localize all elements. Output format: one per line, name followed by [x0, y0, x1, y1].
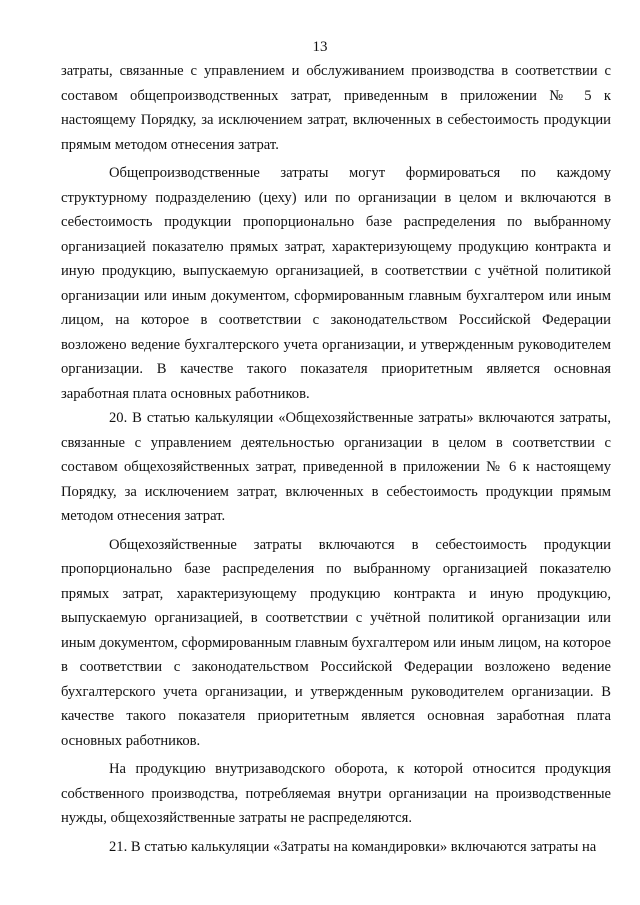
paragraph-item-21: 21. В статью калькуляции «Затраты на командировки» включаются затраты на	[109, 838, 597, 855]
paragraph-item-20: 20. В статью калькуляции «Общехозяйственные затраты» включаются затраты, связанные с управлением деятельностью организации в целом в соответствии с составом общехозяйственных затрат, приведенной в приложении № 6 к настоящему Порядку, за исключением затрат, включенных в себестоимость продукции прямым методом отнесения затрат.	[61, 410, 611, 524]
paragraph-general-costs: Общехозяйственные затраты включаются в себестоимость продукции пропорционально базе распределения по выбранному организацией показателю прямых затрат, характеризующему продукцию контракта и иную продукцию, выпускаемую организацией, в соответствии с учётной политикой организации или иным документом, сформированным главным бухгалтером или иным лицом, на которое в соответствии с законодательством Российской Федерации возложено ведение бухгалтерского учета организации, и утвержденным руководителем организации. В качестве такого показателя приоритетным является основная заработная плата основных работников.	[61, 536, 611, 749]
paragraph-overhead-costs: Общепроизводственные затраты могут формироваться по каждому структурному подразделению (цеху) или по организации в целом и включаются в себестоимость продукции пропорционально базе распределения по выбранному организацией показателю прямых затрат, характеризующему продукцию контракта и иную продукцию, выпускаемую организацией, в соответствии с учётной политикой организации или иным документом, сформированным главным бухгалтером или иным лицом, на которое в соответствии с законодательством Российской Федерации возложено ведение бухгалтерского учета организации, и утвержденным руководителем организации. В качестве такого показателя приоритетным является основная заработная плата основных работников.	[61, 165, 611, 402]
page-number: 13	[312, 39, 328, 55]
document-body	[61, 59, 611, 859]
paragraph-continuation: затраты, связанные с управлением и обслуживанием производства в соответствии с составом общепроизводственных затрат, приведенным в приложении № 5 к настоящему Порядку, за исключением затрат, включенных в себестоимость продукции прямым методом отнесения затрат.	[61, 63, 611, 153]
paragraph-internal-turnover: На продукцию внутризаводского оборота, к которой относится продукция собственного производства, потребляемая внутри организации на производственные нужды, общехозяйственные затраты не распределяются.	[61, 761, 611, 826]
